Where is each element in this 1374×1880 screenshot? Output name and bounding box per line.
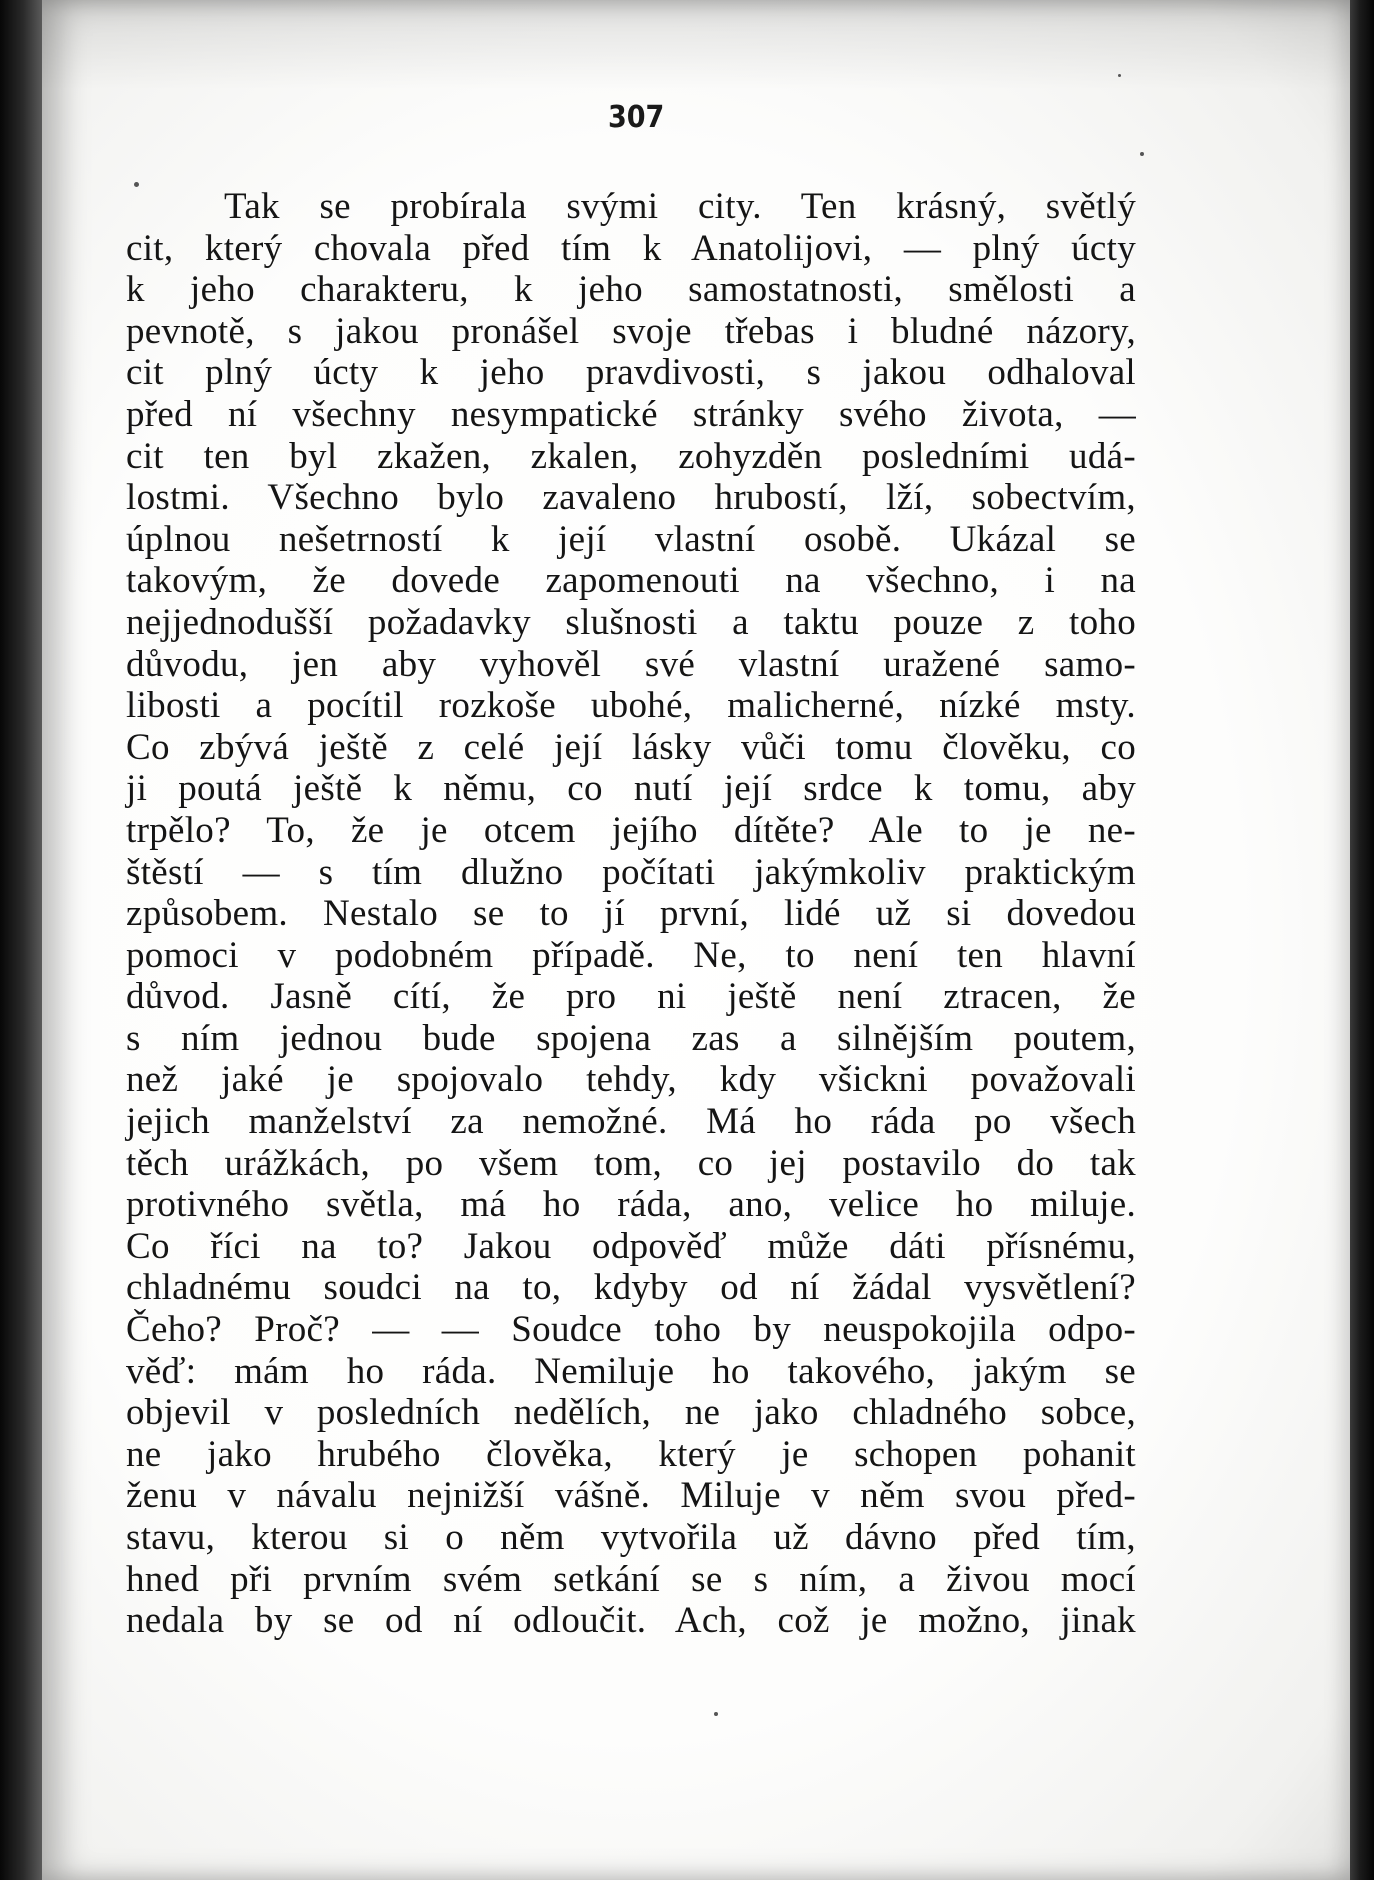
text-line: před ní všechny nesympatické stránky svého života, — (126, 393, 1136, 435)
text-line: k jeho charakteru, k jeho samostatnosti, smělosti a (126, 269, 1136, 311)
text-line: cit, který chovala před tím k Anatolijovi, — plný úcty (126, 227, 1136, 269)
text-line: štěstí — s tím dlužno počítati jakýmkoliv praktickým (126, 851, 1136, 893)
text-line: libosti a pocítil rozkoše ubohé, malicherné, nízké msty. (126, 685, 1136, 727)
text-line: cit plný úcty k jeho pravdivosti, s jakou odhaloval (126, 352, 1136, 394)
text-line: objevil v posledních nedělích, ne jako chladného sobce, (126, 1392, 1136, 1434)
text-line: způsobem. Nestalo se to jí první, lidé už si dovedou (126, 893, 1136, 935)
dust-speck (1118, 74, 1121, 77)
text-line: cit ten byl zkažen, zkalen, zohyzděn posledními udá- (126, 435, 1136, 477)
text-line: ne jako hrubého člověka, který je schopen pohanit (126, 1433, 1136, 1475)
text-line: chladnému soudci na to, kdyby od ní žádal vysvětlení? (126, 1267, 1136, 1309)
text-line: úplnou nešetrností k její vlastní osobě. Ukázal se (126, 518, 1136, 560)
text-line: hned při prvním svém setkání se s ním, a živou mocí (126, 1558, 1136, 1600)
text-line: jejich manželství za nemožné. Má ho ráda po všech (126, 1101, 1136, 1143)
text-line: lostmi. Všechno bylo zavaleno hrubostí, lží, sobectvím, (126, 477, 1136, 519)
text-line: pevnotě, s jakou pronášel svoje třebas i bludné názory, (126, 310, 1136, 352)
book-spine-edge (0, 0, 42, 1880)
page-number: 307 (608, 100, 665, 135)
text-line: Tak se probírala svými city. Ten krásný, světlý (224, 186, 1136, 227)
text-line: Co zbývá ještě z celé její lásky vůči tomu člověku, co (126, 726, 1136, 768)
text-line: věď: mám ho ráda. Nemiluje ho takového, jakým se (126, 1350, 1136, 1392)
dust-speck (1140, 152, 1144, 156)
text-line: ji poutá ještě k němu, co nutí její srdce k tomu, aby (126, 768, 1136, 810)
text-line: protivného světla, má ho ráda, ano, velice ho miluje. (126, 1184, 1136, 1226)
text-line: těch urážkách, po všem tom, co jej postavilo do tak (126, 1142, 1136, 1184)
text-line: důvod. Jasně cítí, že pro ni ještě není ztracen, že (126, 976, 1136, 1018)
text-line: stavu, kterou si o něm vytvořila už dávno před tím, (126, 1517, 1136, 1558)
text-line: nedala by se od ní odloučit. Ach, což je možno, jinak (126, 1600, 1136, 1642)
text-line: pomoci v podobném případě. Ne, to není ten hlavní (126, 934, 1136, 976)
text-line: Čeho? Proč? — — Soudce toho by neuspokojila odpo- (126, 1309, 1136, 1351)
text-line: takovým, že dovede zapomenouti na všechno, i na (126, 560, 1136, 602)
text-line: trpělo? To, že je otcem jejího dítěte? Ale to je ne- (126, 809, 1136, 851)
text-line: Co říci na to? Jakou odpověď může dáti přísnému, (126, 1225, 1136, 1267)
book-outer-edge (1350, 0, 1374, 1880)
dust-speck (714, 1712, 718, 1716)
text-line: než jaké je spojovalo tehdy, kdy všickni považovali (126, 1059, 1136, 1101)
text-line: nejjednodušší požadavky slušnosti a taktu pouze z toho (126, 601, 1136, 643)
page-top-shadow (42, 0, 1350, 90)
text-line: ženu v návalu nejnižší vášně. Miluje v něm svou před- (126, 1475, 1136, 1517)
text-line: důvodu, jen aby vyhověl své vlastní uražené samo- (126, 643, 1136, 685)
text-line: s ním jednou bude spojena zas a silnějším poutem, (126, 1017, 1136, 1059)
body-text (126, 186, 1136, 1642)
